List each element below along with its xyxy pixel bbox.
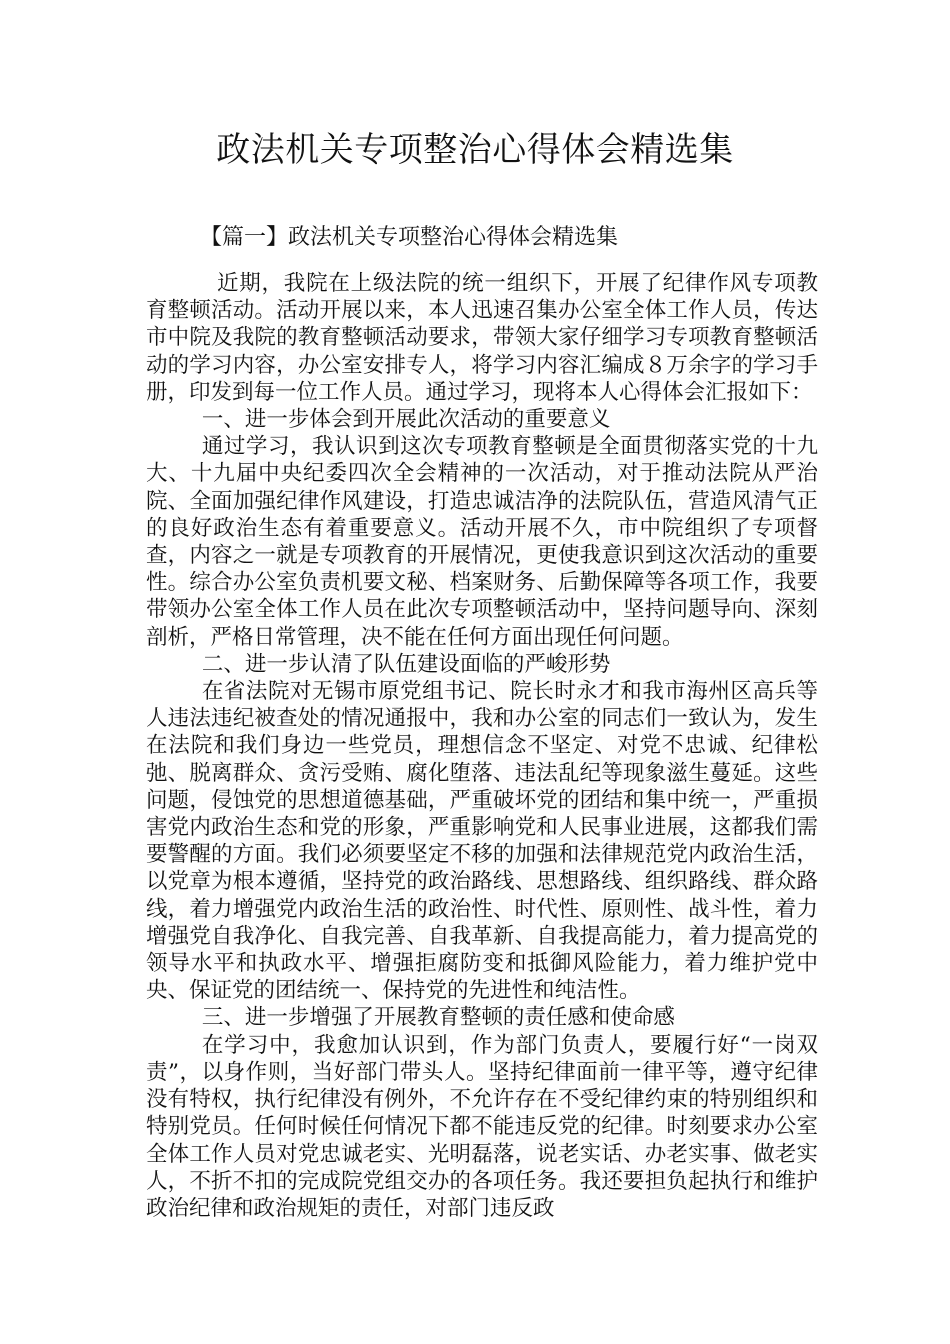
section-heading-2: 二、进一步认清了队伍建设面临的严峻形势 [201,651,611,677]
paragraph-section-1: 通过学习，我认识到这次专项教育整顿是全面贯彻落实党的十九大、十九届中央纪委四次全会精神的一次活动，对于推动法院从严治院、全面加强纪律作风建设，打造忠诚洁净的法院队伍，营造风清气正的良好政治生态有着重要意义。活动开展不久，市中院组织了专项督查，内容之一就是专项教育的开展情况，更使我意识到这次活动的重要性。综合办公室负责机要文秘、档案财务、后勤保障等各项工作，我要带领办公室全体工作人员在此次专项整顿活动中，坚持问题导向、深刻剖析，严格日常管理，决不能在任何方面出现任何问题。 [146,434,818,650]
paragraph-intro: 近期，我院在上级法院的统一组织下，开展了纪律作风专项教育整顿活动。活动开展以来，本人迅速召集办公室全体工作人员，传达市中院及我院的教育整顿活动要求，带领大家仔细学习专项教育整顿活动的学习内容，办公室安排专人，将学习内容汇编成８万余字的学习手册，印发到每一位工作人员。通过学习，现将本人心得体会汇报如下： [146,271,818,405]
paragraph-section-2: 在省法院对无锡市原党组书记、院长时永才和我市海州区高兵等人违法违纪被查处的情况通报中，我和办公室的同志们一致认为，发生在法院和我们身边一些党员，理想信念不坚定、对党不忠诚、纪律松弛、脱离群众、贪污受贿、腐化堕落、违法乱纪等现象滋生蔓延。这些问题，侵蚀党的思想道德基础，严重破坏党的团结和集中统一，严重损害党内政治生态和党的形象，严重影响党和人民事业进展，这都我们需要警醒的方面。我们必须要坚定不移的加强和法律规范党内政治生活，以党章为根本遵循，坚持党的政治路线、思想路线、组织路线、群众路线，着力增强党内政治生活的政治性、时代性、原则性、战斗性，着力增强党自我净化、自我完善、自我革新、自我提高能力，着力提高党的领导水平和执政水平、增强拒腐防变和抵御风险能力，着力维护党中央、保证党的团结统一、保持党的先进性和纯洁性。 [146,679,818,1004]
section-subtitle: 【篇一】政法机关专项整治心得体会精选集 [200,225,619,250]
document-body [146,270,818,1222]
section-heading-3: 三、进一步增强了开展教育整顿的责任感和使命感 [201,1005,675,1031]
section-heading-1: 一、进一步体会到开展此次活动的重要意义 [201,407,611,433]
document-title: 政法机关专项整治心得体会精选集 [216,130,734,170]
paragraph-section-3: 在学习中，我愈加认识到，作为部门负责人，要履行好“一岗双责”，以身作则，当好部门带头人。坚持纪律面前一律平等，遵守纪律没有特权，执行纪律没有例外，不允许存在不受纪律约束的特别组织和特别党员。任何时候任何情况下都不能违反党的纪律。时刻要求办公室全体工作人员对党忠诚老实、光明磊落，说老实话、办老实事、做老实人，不折不扣的完成院党组交办的各项任务。我还要担负起执行和维护政治纪律和政治规矩的责任，对部门违反政 [146,1032,818,1221]
